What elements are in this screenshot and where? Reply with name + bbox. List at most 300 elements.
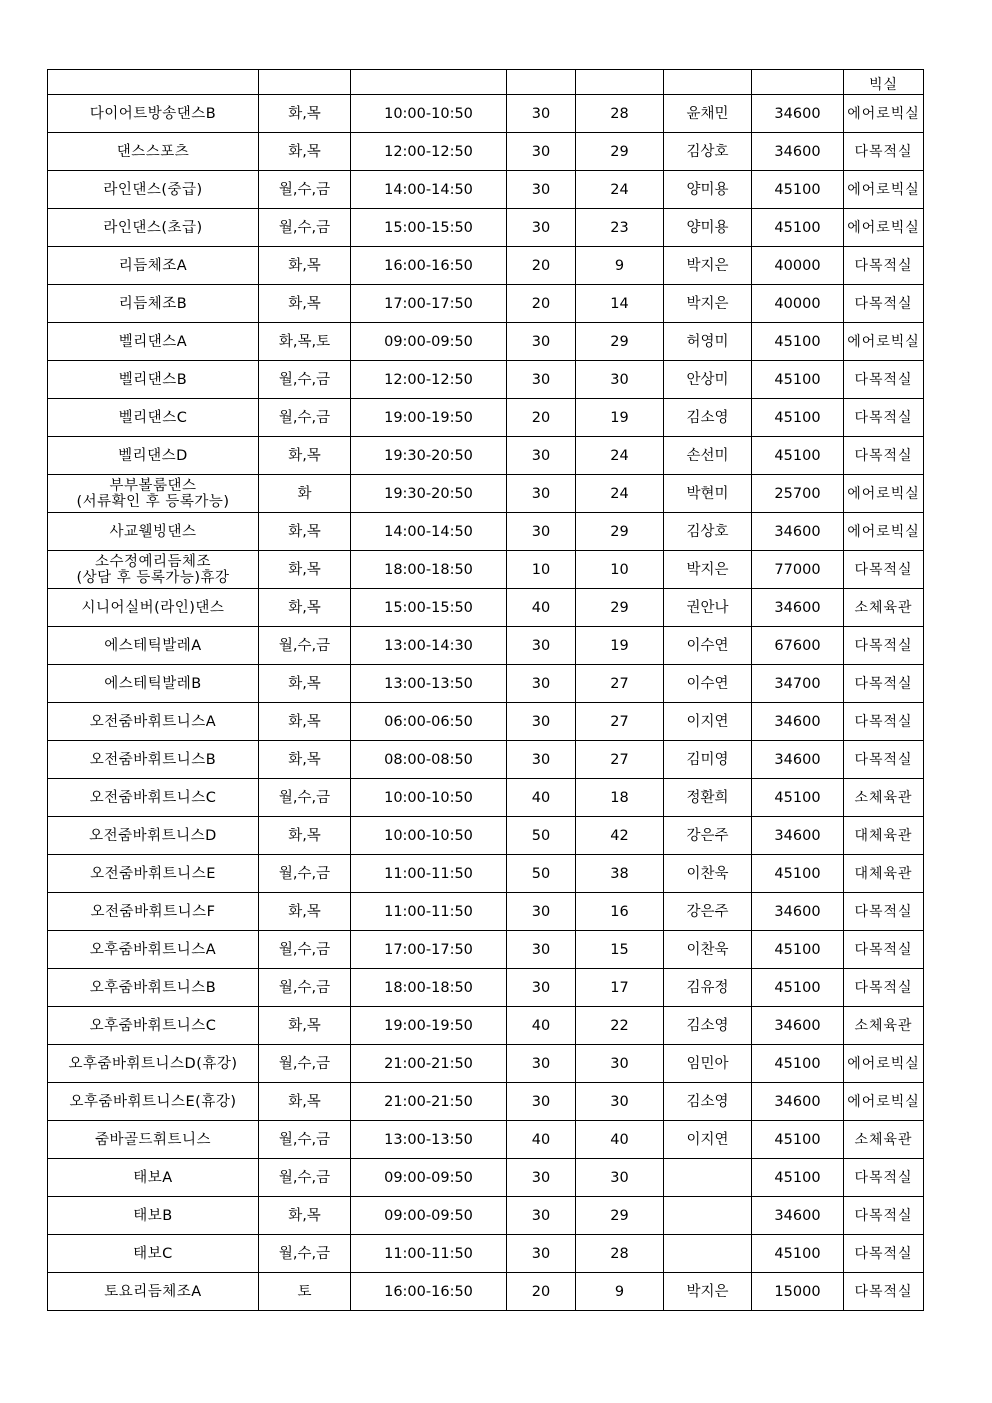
time-cell: 19:00-19:50 — [351, 1007, 507, 1045]
capacity-cell: 50 — [507, 817, 576, 855]
time-cell: 18:00-18:50 — [351, 551, 507, 589]
capacity-cell: 30 — [507, 437, 576, 475]
table-row — [48, 931, 924, 969]
fee-cell: 45100 — [752, 931, 844, 969]
table-row — [48, 209, 924, 247]
fee-cell: 34600 — [752, 893, 844, 931]
room-cell: 다목적실 — [844, 627, 924, 665]
enrolled-cell: 38 — [576, 855, 664, 893]
time-cell: 13:00-13:50 — [351, 665, 507, 703]
capacity-cell: 40 — [507, 1121, 576, 1159]
enrolled-cell: 29 — [576, 513, 664, 551]
room-cell: 에어로빅실 — [844, 171, 924, 209]
days-cell: 월,수,금 — [259, 399, 351, 437]
fee-cell: 45100 — [752, 855, 844, 893]
time-cell: 10:00-10:50 — [351, 779, 507, 817]
capacity-cell: 40 — [507, 589, 576, 627]
fee-cell: 15000 — [752, 1273, 844, 1311]
instructor-cell: 안상미 — [664, 361, 752, 399]
instructor-cell: 윤채민 — [664, 95, 752, 133]
capacity-cell: 30 — [507, 1159, 576, 1197]
days-cell: 월,수,금 — [259, 1121, 351, 1159]
class-name-cell: 오전줌바휘트니스C — [48, 779, 259, 817]
room-cell: 소체육관 — [844, 1007, 924, 1045]
table-row — [48, 1007, 924, 1045]
fee-cell: 45100 — [752, 1045, 844, 1083]
capacity-cell: 20 — [507, 285, 576, 323]
days-cell: 월,수,금 — [259, 931, 351, 969]
enrolled-cell: 14 — [576, 285, 664, 323]
table-row — [48, 323, 924, 361]
table-row — [48, 475, 924, 513]
table-row — [48, 247, 924, 285]
days-cell: 화,목 — [259, 1007, 351, 1045]
instructor-cell: 강은주 — [664, 817, 752, 855]
class-name-cell: 에스테틱발레A — [48, 627, 259, 665]
class-name-cell: 줌바골드휘트니스 — [48, 1121, 259, 1159]
capacity-cell: 30 — [507, 931, 576, 969]
time-cell: 21:00-21:50 — [351, 1083, 507, 1121]
class-name-cell: 리듬체조B — [48, 285, 259, 323]
days-cell — [259, 70, 351, 95]
table-row — [48, 1045, 924, 1083]
capacity-cell: 20 — [507, 399, 576, 437]
time-cell: 14:00-14:50 — [351, 513, 507, 551]
room-cell: 다목적실 — [844, 285, 924, 323]
days-cell: 월,수,금 — [259, 969, 351, 1007]
room-cell: 에어로빅실 — [844, 513, 924, 551]
time-cell: 12:00-12:50 — [351, 133, 507, 171]
room-cell: 에어로빅실 — [844, 475, 924, 513]
class-name-cell: 토요리듬체조A — [48, 1273, 259, 1311]
class-name-cell: 벨리댄스C — [48, 399, 259, 437]
capacity-cell — [507, 70, 576, 95]
fee-cell: 45100 — [752, 1121, 844, 1159]
room-cell: 에어로빅실 — [844, 323, 924, 361]
capacity-cell: 30 — [507, 513, 576, 551]
days-cell: 화,목 — [259, 817, 351, 855]
days-cell: 화,목,토 — [259, 323, 351, 361]
fee-cell: 34600 — [752, 1083, 844, 1121]
capacity-cell: 10 — [507, 551, 576, 589]
fee-cell: 25700 — [752, 475, 844, 513]
class-name-cell: 시니어실버(라인)댄스 — [48, 589, 259, 627]
class-name-cell: 에스테틱발레B — [48, 665, 259, 703]
class-name-cell: 벨리댄스B — [48, 361, 259, 399]
instructor-cell: 양미용 — [664, 171, 752, 209]
days-cell: 화 — [259, 475, 351, 513]
enrolled-cell: 24 — [576, 171, 664, 209]
table-row — [48, 1121, 924, 1159]
class-schedule-table — [47, 69, 924, 1311]
enrolled-cell: 9 — [576, 247, 664, 285]
class-name-note: (상담 후 등록가능)휴강 — [76, 569, 230, 586]
room-cell: 다목적실 — [844, 703, 924, 741]
capacity-cell: 30 — [507, 475, 576, 513]
capacity-cell: 30 — [507, 893, 576, 931]
time-cell: 18:00-18:50 — [351, 969, 507, 1007]
table-row — [48, 551, 924, 589]
enrolled-cell: 42 — [576, 817, 664, 855]
room-cell: 다목적실 — [844, 1159, 924, 1197]
instructor-cell: 박지은 — [664, 1273, 752, 1311]
fee-cell: 34600 — [752, 133, 844, 171]
capacity-cell: 30 — [507, 665, 576, 703]
capacity-cell: 30 — [507, 627, 576, 665]
fee-cell: 34600 — [752, 741, 844, 779]
room-cell: 빅실 — [844, 70, 924, 95]
enrolled-cell: 30 — [576, 361, 664, 399]
class-name-cell: 댄스스포츠 — [48, 133, 259, 171]
days-cell: 월,수,금 — [259, 1159, 351, 1197]
room-cell: 소체육관 — [844, 1121, 924, 1159]
fee-cell: 34600 — [752, 1007, 844, 1045]
instructor-cell — [664, 1197, 752, 1235]
fee-cell — [752, 70, 844, 95]
time-cell: 11:00-11:50 — [351, 893, 507, 931]
time-cell: 06:00-06:50 — [351, 703, 507, 741]
fee-cell: 45100 — [752, 323, 844, 361]
time-cell: 08:00-08:50 — [351, 741, 507, 779]
enrolled-cell: 24 — [576, 437, 664, 475]
room-cell: 다목적실 — [844, 361, 924, 399]
days-cell: 월,수,금 — [259, 855, 351, 893]
class-name-cell: 사교웰빙댄스 — [48, 513, 259, 551]
days-cell: 화,목 — [259, 1197, 351, 1235]
enrolled-cell: 27 — [576, 665, 664, 703]
room-cell: 에어로빅실 — [844, 95, 924, 133]
days-cell: 화,목 — [259, 703, 351, 741]
time-cell: 13:00-14:30 — [351, 627, 507, 665]
time-cell: 12:00-12:50 — [351, 361, 507, 399]
capacity-cell: 30 — [507, 969, 576, 1007]
time-cell: 09:00-09:50 — [351, 1159, 507, 1197]
time-cell: 15:00-15:50 — [351, 589, 507, 627]
days-cell: 화,목 — [259, 665, 351, 703]
days-cell: 화,목 — [259, 589, 351, 627]
room-cell: 다목적실 — [844, 1197, 924, 1235]
room-cell: 다목적실 — [844, 741, 924, 779]
class-name-cell: 태보B — [48, 1197, 259, 1235]
capacity-cell: 30 — [507, 741, 576, 779]
enrolled-cell: 29 — [576, 133, 664, 171]
table-row — [48, 589, 924, 627]
fee-cell: 40000 — [752, 285, 844, 323]
instructor-cell: 김미영 — [664, 741, 752, 779]
capacity-cell: 40 — [507, 779, 576, 817]
table-row — [48, 817, 924, 855]
room-cell: 에어로빅실 — [844, 209, 924, 247]
class-name-cell: 라인댄스(중급) — [48, 171, 259, 209]
class-name-cell — [48, 475, 259, 513]
table-row — [48, 133, 924, 171]
fee-cell: 45100 — [752, 1159, 844, 1197]
room-cell: 에어로빅실 — [844, 1083, 924, 1121]
instructor-cell: 양미용 — [664, 209, 752, 247]
class-name-cell: 오후줌바휘트니스B — [48, 969, 259, 1007]
days-cell: 월,수,금 — [259, 209, 351, 247]
fee-cell: 45100 — [752, 399, 844, 437]
class-name-cell: 벨리댄스D — [48, 437, 259, 475]
room-cell: 소체육관 — [844, 779, 924, 817]
days-cell: 화,목 — [259, 513, 351, 551]
time-cell: 11:00-11:50 — [351, 855, 507, 893]
days-cell: 화,목 — [259, 285, 351, 323]
room-cell: 다목적실 — [844, 969, 924, 1007]
table-row — [48, 1273, 924, 1311]
capacity-cell: 30 — [507, 209, 576, 247]
days-cell: 화,목 — [259, 893, 351, 931]
table-row — [48, 399, 924, 437]
capacity-cell: 20 — [507, 247, 576, 285]
instructor-cell — [664, 70, 752, 95]
days-cell: 화,목 — [259, 1083, 351, 1121]
room-cell: 에어로빅실 — [844, 1045, 924, 1083]
capacity-cell: 30 — [507, 1083, 576, 1121]
class-name-cell: 태보A — [48, 1159, 259, 1197]
days-cell: 월,수,금 — [259, 779, 351, 817]
enrolled-cell: 28 — [576, 95, 664, 133]
days-cell: 월,수,금 — [259, 361, 351, 399]
enrolled-cell: 19 — [576, 627, 664, 665]
time-cell: 21:00-21:50 — [351, 1045, 507, 1083]
table-row — [48, 665, 924, 703]
time-cell: 19:30-20:50 — [351, 437, 507, 475]
instructor-cell: 김상호 — [664, 513, 752, 551]
table-row — [48, 95, 924, 133]
enrolled-cell: 24 — [576, 475, 664, 513]
instructor-cell — [664, 1235, 752, 1273]
time-cell: 17:00-17:50 — [351, 285, 507, 323]
enrolled-cell — [576, 70, 664, 95]
table-row — [48, 285, 924, 323]
days-cell: 화,목 — [259, 247, 351, 285]
days-cell: 월,수,금 — [259, 1045, 351, 1083]
table-row — [48, 1197, 924, 1235]
instructor-cell: 박지은 — [664, 285, 752, 323]
capacity-cell: 30 — [507, 95, 576, 133]
table-row — [48, 437, 924, 475]
capacity-cell: 30 — [507, 1197, 576, 1235]
class-name-cell: 오전줌바휘트니스A — [48, 703, 259, 741]
fee-cell: 34600 — [752, 703, 844, 741]
enrolled-cell: 30 — [576, 1045, 664, 1083]
room-cell: 다목적실 — [844, 247, 924, 285]
fee-cell: 34600 — [752, 817, 844, 855]
fee-cell: 45100 — [752, 437, 844, 475]
capacity-cell: 30 — [507, 703, 576, 741]
class-name-note: (서류확인 후 등록가능) — [76, 493, 230, 510]
instructor-cell: 이찬욱 — [664, 855, 752, 893]
room-cell: 대체육관 — [844, 817, 924, 855]
class-name-cell: 벨리댄스A — [48, 323, 259, 361]
capacity-cell: 30 — [507, 361, 576, 399]
class-name-cell: 라인댄스(초급) — [48, 209, 259, 247]
instructor-cell: 권안나 — [664, 589, 752, 627]
days-cell: 화,목 — [259, 95, 351, 133]
enrolled-cell: 29 — [576, 1197, 664, 1235]
instructor-cell: 허영미 — [664, 323, 752, 361]
time-cell: 13:00-13:50 — [351, 1121, 507, 1159]
class-name-cell: 오후줌바휘트니스E(휴강) — [48, 1083, 259, 1121]
instructor-cell: 이수연 — [664, 627, 752, 665]
fee-cell: 45100 — [752, 969, 844, 1007]
capacity-cell: 20 — [507, 1273, 576, 1311]
room-cell: 다목적실 — [844, 133, 924, 171]
class-name-cell: 다이어트방송댄스B — [48, 95, 259, 133]
class-name-cell — [48, 551, 259, 589]
table-row — [48, 70, 924, 95]
class-name-cell: 오전줌바휘트니스D — [48, 817, 259, 855]
fee-cell: 77000 — [752, 551, 844, 589]
fee-cell: 67600 — [752, 627, 844, 665]
days-cell: 월,수,금 — [259, 1235, 351, 1273]
enrolled-cell: 30 — [576, 1159, 664, 1197]
instructor-cell — [664, 1159, 752, 1197]
room-cell: 다목적실 — [844, 437, 924, 475]
enrolled-cell: 9 — [576, 1273, 664, 1311]
table-row — [48, 741, 924, 779]
enrolled-cell: 16 — [576, 893, 664, 931]
capacity-cell: 30 — [507, 323, 576, 361]
instructor-cell: 손선미 — [664, 437, 752, 475]
fee-cell: 34600 — [752, 513, 844, 551]
enrolled-cell: 29 — [576, 323, 664, 361]
class-name-cell: 오전줌바휘트니스E — [48, 855, 259, 893]
time-cell: 15:00-15:50 — [351, 209, 507, 247]
table-row — [48, 893, 924, 931]
enrolled-cell: 23 — [576, 209, 664, 247]
enrolled-cell: 27 — [576, 703, 664, 741]
instructor-cell: 이지연 — [664, 1121, 752, 1159]
time-cell: 19:00-19:50 — [351, 399, 507, 437]
capacity-cell: 30 — [507, 171, 576, 209]
table-row — [48, 513, 924, 551]
class-name-cell: 태보C — [48, 1235, 259, 1273]
instructor-cell: 이지연 — [664, 703, 752, 741]
days-cell: 토 — [259, 1273, 351, 1311]
class-name-cell: 오후줌바휘트니스C — [48, 1007, 259, 1045]
instructor-cell: 김소영 — [664, 399, 752, 437]
table-row — [48, 969, 924, 1007]
enrolled-cell: 22 — [576, 1007, 664, 1045]
instructor-cell: 이수연 — [664, 665, 752, 703]
room-cell: 다목적실 — [844, 551, 924, 589]
enrolled-cell: 40 — [576, 1121, 664, 1159]
time-cell: 10:00-10:50 — [351, 95, 507, 133]
time-cell: 10:00-10:50 — [351, 817, 507, 855]
capacity-cell: 30 — [507, 1235, 576, 1273]
capacity-cell: 40 — [507, 1007, 576, 1045]
room-cell: 다목적실 — [844, 1235, 924, 1273]
days-cell: 화,목 — [259, 551, 351, 589]
fee-cell: 34700 — [752, 665, 844, 703]
time-cell: 09:00-09:50 — [351, 323, 507, 361]
table-body — [48, 70, 924, 1311]
table-row — [48, 171, 924, 209]
days-cell: 화,목 — [259, 437, 351, 475]
fee-cell: 45100 — [752, 171, 844, 209]
instructor-cell: 정환희 — [664, 779, 752, 817]
class-name-cell: 리듬체조A — [48, 247, 259, 285]
instructor-cell: 이찬욱 — [664, 931, 752, 969]
table-row — [48, 627, 924, 665]
class-name-line: 소수정예리듬체조 — [94, 553, 212, 570]
enrolled-cell: 28 — [576, 1235, 664, 1273]
instructor-cell: 박현미 — [664, 475, 752, 513]
enrolled-cell: 18 — [576, 779, 664, 817]
time-cell — [351, 70, 507, 95]
fee-cell: 40000 — [752, 247, 844, 285]
capacity-cell: 50 — [507, 855, 576, 893]
instructor-cell: 김소영 — [664, 1083, 752, 1121]
table-row — [48, 361, 924, 399]
instructor-cell: 강은주 — [664, 893, 752, 931]
fee-cell: 34600 — [752, 589, 844, 627]
days-cell: 월,수,금 — [259, 627, 351, 665]
room-cell: 소체육관 — [844, 589, 924, 627]
capacity-cell: 30 — [507, 1045, 576, 1083]
class-name-cell — [48, 70, 259, 95]
time-cell: 19:30-20:50 — [351, 475, 507, 513]
instructor-cell: 박지은 — [664, 247, 752, 285]
table-row — [48, 1235, 924, 1273]
enrolled-cell: 19 — [576, 399, 664, 437]
enrolled-cell: 10 — [576, 551, 664, 589]
room-cell: 대체육관 — [844, 855, 924, 893]
days-cell: 화,목 — [259, 133, 351, 171]
time-cell: 09:00-09:50 — [351, 1197, 507, 1235]
table-row — [48, 703, 924, 741]
table-row — [48, 1083, 924, 1121]
room-cell: 다목적실 — [844, 931, 924, 969]
time-cell: 16:00-16:50 — [351, 1273, 507, 1311]
fee-cell: 45100 — [752, 779, 844, 817]
time-cell: 14:00-14:50 — [351, 171, 507, 209]
class-name-line: 부부볼룸댄스 — [109, 477, 197, 494]
class-name-cell: 오후줌바휘트니스D(휴강) — [48, 1045, 259, 1083]
table-row — [48, 779, 924, 817]
class-name-cell: 오후줌바휘트니스A — [48, 931, 259, 969]
fee-cell: 45100 — [752, 1235, 844, 1273]
instructor-cell: 김상호 — [664, 133, 752, 171]
instructor-cell: 김소영 — [664, 1007, 752, 1045]
time-cell: 16:00-16:50 — [351, 247, 507, 285]
time-cell: 17:00-17:50 — [351, 931, 507, 969]
room-cell: 다목적실 — [844, 1273, 924, 1311]
time-cell: 11:00-11:50 — [351, 1235, 507, 1273]
capacity-cell: 30 — [507, 133, 576, 171]
enrolled-cell: 29 — [576, 589, 664, 627]
enrolled-cell: 27 — [576, 741, 664, 779]
instructor-cell: 김유정 — [664, 969, 752, 1007]
table-row — [48, 1159, 924, 1197]
enrolled-cell: 17 — [576, 969, 664, 1007]
fee-cell: 45100 — [752, 209, 844, 247]
table-row — [48, 855, 924, 893]
fee-cell: 45100 — [752, 361, 844, 399]
class-name-cell: 오전줌바휘트니스F — [48, 893, 259, 931]
fee-cell: 34600 — [752, 95, 844, 133]
room-cell: 다목적실 — [844, 665, 924, 703]
days-cell: 화,목 — [259, 741, 351, 779]
room-cell: 다목적실 — [844, 399, 924, 437]
class-name-cell: 오전줌바휘트니스B — [48, 741, 259, 779]
fee-cell: 34600 — [752, 1197, 844, 1235]
instructor-cell: 박지은 — [664, 551, 752, 589]
days-cell: 월,수,금 — [259, 171, 351, 209]
enrolled-cell: 15 — [576, 931, 664, 969]
